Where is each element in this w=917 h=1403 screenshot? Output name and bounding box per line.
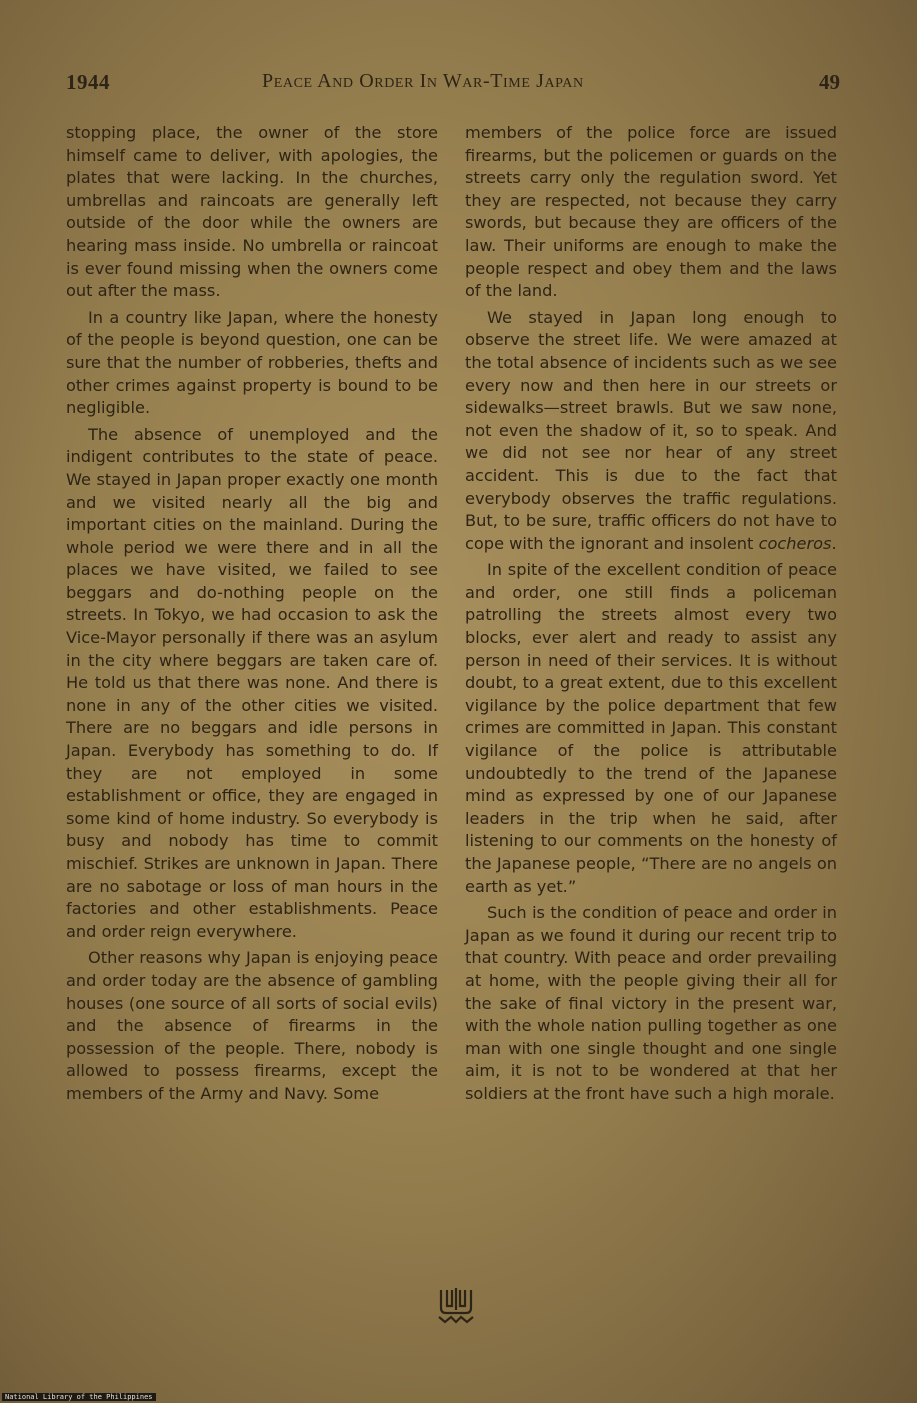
right-column	[465, 122, 837, 1110]
left-paragraph-3: The absence of unemployed and the indigent contributes to the state of peace. We stayed in Japan proper exactly one month and we visited nearly all the big and important cities on the mainland. During the whole period we were there and in all the places we have visited, we failed to see beggars and do-nothing people on the streets. In Tokyo, we had occasion to ask the Vice-Mayor personally if there was an asylum in the city where beggars are taken care of. He told us that there was none. And there is none in any of the other cities we visited. There are no beggars and idle persons in Japan. Everybody has something to do. If they are not employed in some establishment or office, they are engaged in some kind of home industry. So everybody is busy and nobody has time to commit mischief. Strikes are unknown in Japan. There are no sabotage or loss of man hours in the factories and other establishments. Peace and order reign everywhere.	[66, 424, 438, 941]
page-title: Peace And Order In War-Time Japan	[262, 70, 584, 92]
right-paragraph-3: In spite of the excellent condition of peace and order, one still finds a policeman patrolling the streets almost every two blocks, ever alert and ready to assist any person in need of their services. It is without doubt, to a great extent, due to this excellent vigilance by the police department that few crimes are committed in Japan. This constant vigilance of the police is attributable undoubtedly to the trend of the Japanese mind as expressed by one of our Japanese leaders in the trip when he said, after listening to our comments on the honesty of the Japanese people, “There are no angels on earth as yet.”	[465, 560, 837, 896]
right-paragraph-2-text: We stayed in Japan long enough to observe the street life. We were amazed at the total absence of incidents such as we see every now and then here in our streets or sidewalks—street brawls. But we saw none, not even the shadow of it, so to speak. And we did not see nor hear of any street accident. This is due to the fact that everybody observes the traffic regulations. But, to be sure, traffic officers do not have to cope with the ignorant and insolent	[465, 307, 837, 553]
library-credit: National Library of the Philippines	[2, 1393, 156, 1401]
page-header	[66, 70, 840, 100]
right-paragraph-1: members of the police force are issued firearms, but the policemen or guards on the streets carry only the regulation sword. Yet they are respected, not because they carry swords, but because they are officers of the law. Their uniforms are enough to make the people respect and obey them and the laws of the land.	[465, 123, 837, 301]
page-number: 49	[819, 70, 840, 94]
decorative-ornament-icon	[435, 1286, 477, 1326]
right-paragraph-4: Such is the condition of peace and order in Japan as we found it during our recent trip to that country. With peace and order prevailing at home, with the people giving their all for the sake of final victory in the present war, with the whole nation pulling together as one man with one single thought and one single aim, it is not to be wondered at that her soldiers at the front have such a high morale.	[465, 903, 837, 1103]
left-paragraph-1: stopping place, the owner of the store himself came to deliver, with apologies, the plates that were lacking. In the churches, umbrellas and raincoats are generally left outside of the door while the owners are hearing mass inside. No umbrella or raincoat is ever found missing when the owners come out after the mass.	[66, 123, 438, 301]
left-column	[66, 122, 438, 1110]
left-paragraph-4: Other reasons why Japan is enjoying peace and order today are the absence of gambling houses (one source of all sorts of social evils) and the absence of firearms in the possession of the people. There, nobody is allowed to possess firearms, except the members of the Army and Navy. Some	[66, 948, 438, 1103]
right-paragraph-2-end: .	[831, 533, 837, 553]
italic-word-cocheros: cocheros	[758, 533, 832, 553]
right-paragraph-2	[465, 307, 837, 556]
left-paragraph-2: In a country like Japan, where the honesty of the people is beyond question, one can be sure that the number of robberies, thefts and other crimes against property is bound to be negligible.	[66, 307, 438, 418]
header-year: 1944	[66, 70, 110, 94]
